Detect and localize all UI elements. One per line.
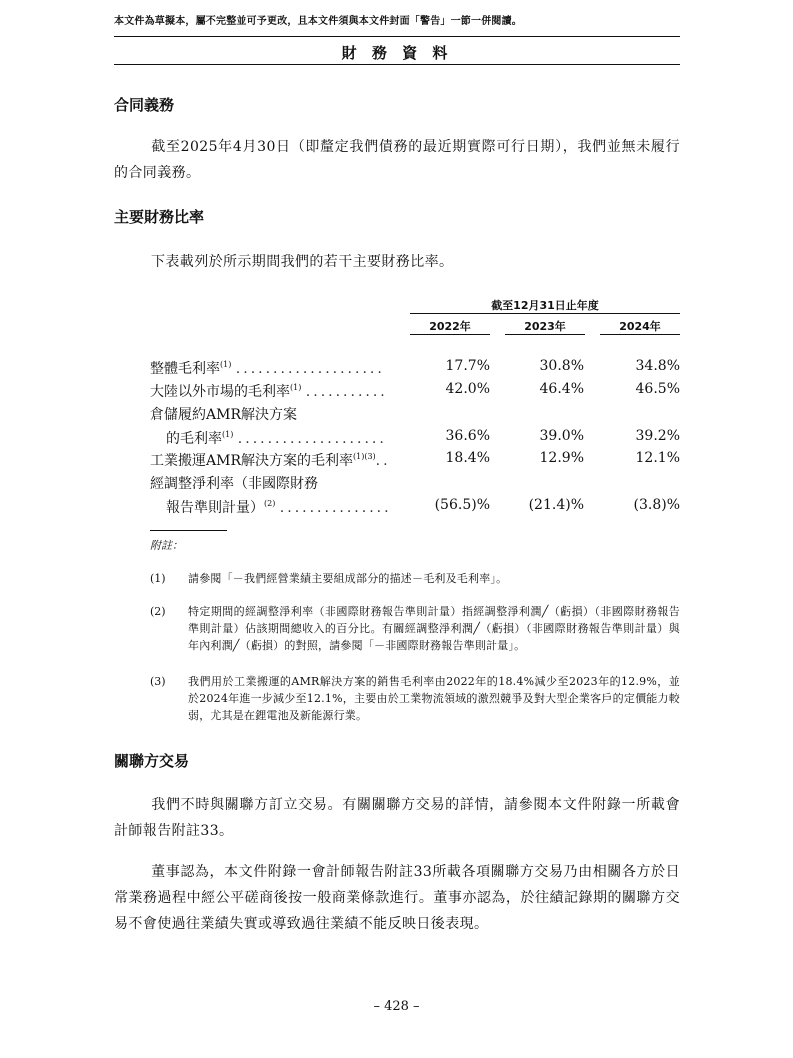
value-2023: 12.9% bbox=[539, 450, 584, 466]
column-2022: 2022年 bbox=[429, 320, 471, 333]
table-row bbox=[150, 473, 680, 493]
row-note-ref: (1) bbox=[290, 383, 302, 392]
row-note-ref: (2) bbox=[264, 499, 276, 508]
row-label: 工業搬運AMR解決方案的毛利率 bbox=[150, 453, 353, 469]
leader-dots: ............... bbox=[279, 500, 392, 516]
row-label: 整體毛利率 bbox=[150, 361, 220, 377]
related-paragraph-1: 我們不時與關聯方訂立交易。有關關聯方交易的詳情，請參閱本文件附錄一所載會計師報告附註33。 bbox=[114, 797, 680, 839]
table-row bbox=[150, 428, 680, 448]
table-row bbox=[150, 358, 680, 378]
value-2022: 17.7% bbox=[445, 358, 490, 374]
page-number: – 428 – bbox=[373, 999, 420, 1014]
row-label: 倉儲履約AMR解決方案 bbox=[150, 407, 297, 423]
footnote-number: (2) bbox=[150, 605, 166, 618]
footnote bbox=[150, 603, 680, 657]
footnote bbox=[150, 570, 680, 590]
value-2022: 36.6% bbox=[445, 428, 490, 444]
value-2022: 42.0% bbox=[445, 381, 490, 397]
footnote-number: (1) bbox=[150, 572, 166, 585]
year-rule-2023 bbox=[505, 334, 585, 335]
table-row bbox=[150, 404, 680, 424]
leader-dots: ........... bbox=[305, 384, 388, 400]
value-2024: (3.8)% bbox=[633, 497, 680, 513]
column-2024: 2024年 bbox=[619, 320, 661, 333]
footnote bbox=[150, 673, 680, 727]
row-note-ref: (1)(3) bbox=[353, 452, 376, 461]
row-label: 大陸以外市場的毛利率 bbox=[150, 384, 290, 400]
row-label: 經調整淨利率（非國際財務 bbox=[150, 476, 318, 492]
page-title: 財 務 資 料 bbox=[341, 44, 453, 62]
leader-dots: .. bbox=[375, 453, 391, 469]
notes-title: 附註： bbox=[150, 539, 183, 552]
value-2023: 46.4% bbox=[539, 381, 584, 397]
footnote-text: 特定期間的經調整淨利率（非國際財務報告準則計量）指經調整淨利潤╱（虧損）（非國際財務報告準則計量）佔該期間總收入的百分比。有關經調整淨利潤╱（虧損）（非國際財務報告準則計量）與年內利潤╱（虧損）的對照，請參閱「－非國際財務報告準則計量」。 bbox=[188, 605, 680, 652]
year-rule-2022 bbox=[410, 334, 490, 335]
header-rule-top bbox=[114, 36, 680, 37]
value-2023: 39.0% bbox=[539, 428, 584, 444]
value-2022: (56.5)% bbox=[434, 497, 490, 513]
value-2024: 46.5% bbox=[635, 381, 680, 397]
row-label: 的毛利率 bbox=[166, 431, 222, 447]
value-2023: 30.8% bbox=[539, 358, 584, 374]
draft-warning: 本文件為草擬本，屬不完整並可予更改，且本文件須與本文件封面「警告」一節一併閱讀。 bbox=[114, 16, 522, 27]
header-rule-bottom bbox=[114, 64, 680, 65]
footnote-text: 我們用於工業搬運的AMR解決方案的銷售毛利率由2022年的18.4%減少至2023年的12.9%，並於2024年進一步減少至12.1%，主要由於工業物流領域的激烈競爭及對大型企業客戶的定價能力較弱，尤其是在鋰電池及新能源行業。 bbox=[188, 675, 680, 722]
footnote-number: (3) bbox=[150, 675, 166, 688]
leader-dots: .................... bbox=[235, 361, 385, 377]
year-rule-2024 bbox=[600, 334, 680, 335]
value-2024: 39.2% bbox=[635, 428, 680, 444]
table-row bbox=[150, 450, 680, 470]
related-paragraph-2: 董事認為，本文件附錄一會計師報告附註33所載各項關聯方交易乃由相關各方於日常業務過程中經公平磋商後按一般商業條款進行。董事亦認為，於往績記錄期的關聯方交易不會使過往業績失實或導致過往業績不能反映日後表現。 bbox=[114, 864, 680, 932]
leader-dots: .................... bbox=[237, 431, 387, 447]
heading-contractual-obligations: 合同義務 bbox=[114, 96, 175, 114]
table-year-columns bbox=[410, 318, 680, 334]
heading-key-financial-ratios: 主要財務比率 bbox=[114, 208, 205, 226]
row-label: 報告準則計量） bbox=[166, 500, 264, 516]
column-2023: 2023年 bbox=[524, 320, 566, 333]
table-row bbox=[150, 497, 680, 517]
table-header-rule bbox=[410, 313, 680, 314]
value-2024: 12.1% bbox=[635, 450, 680, 466]
value-2024: 34.8% bbox=[635, 358, 680, 374]
heading-related-party-transactions: 關聯方交易 bbox=[114, 752, 190, 770]
row-note-ref: (1) bbox=[222, 430, 234, 439]
contractual-paragraph: 截至2025年4月30日（即釐定我們債務的最近期實際可行日期），我們並無未履行的合同義務。 bbox=[114, 139, 680, 181]
value-2022: 18.4% bbox=[445, 450, 490, 466]
footnote-text: 請參閱「－我們經營業績主要組成部分的描述－毛利及毛利率」。 bbox=[188, 572, 508, 585]
row-note-ref: (1) bbox=[220, 360, 232, 369]
value-2023: (21.4)% bbox=[528, 497, 584, 513]
ratios-intro: 下表載列於所示期間我們的若干主要財務比率。 bbox=[151, 254, 454, 270]
table-period-header: 截至12月31日止年度 bbox=[491, 299, 599, 312]
footnote-rule bbox=[150, 530, 227, 531]
table-row bbox=[150, 381, 680, 401]
